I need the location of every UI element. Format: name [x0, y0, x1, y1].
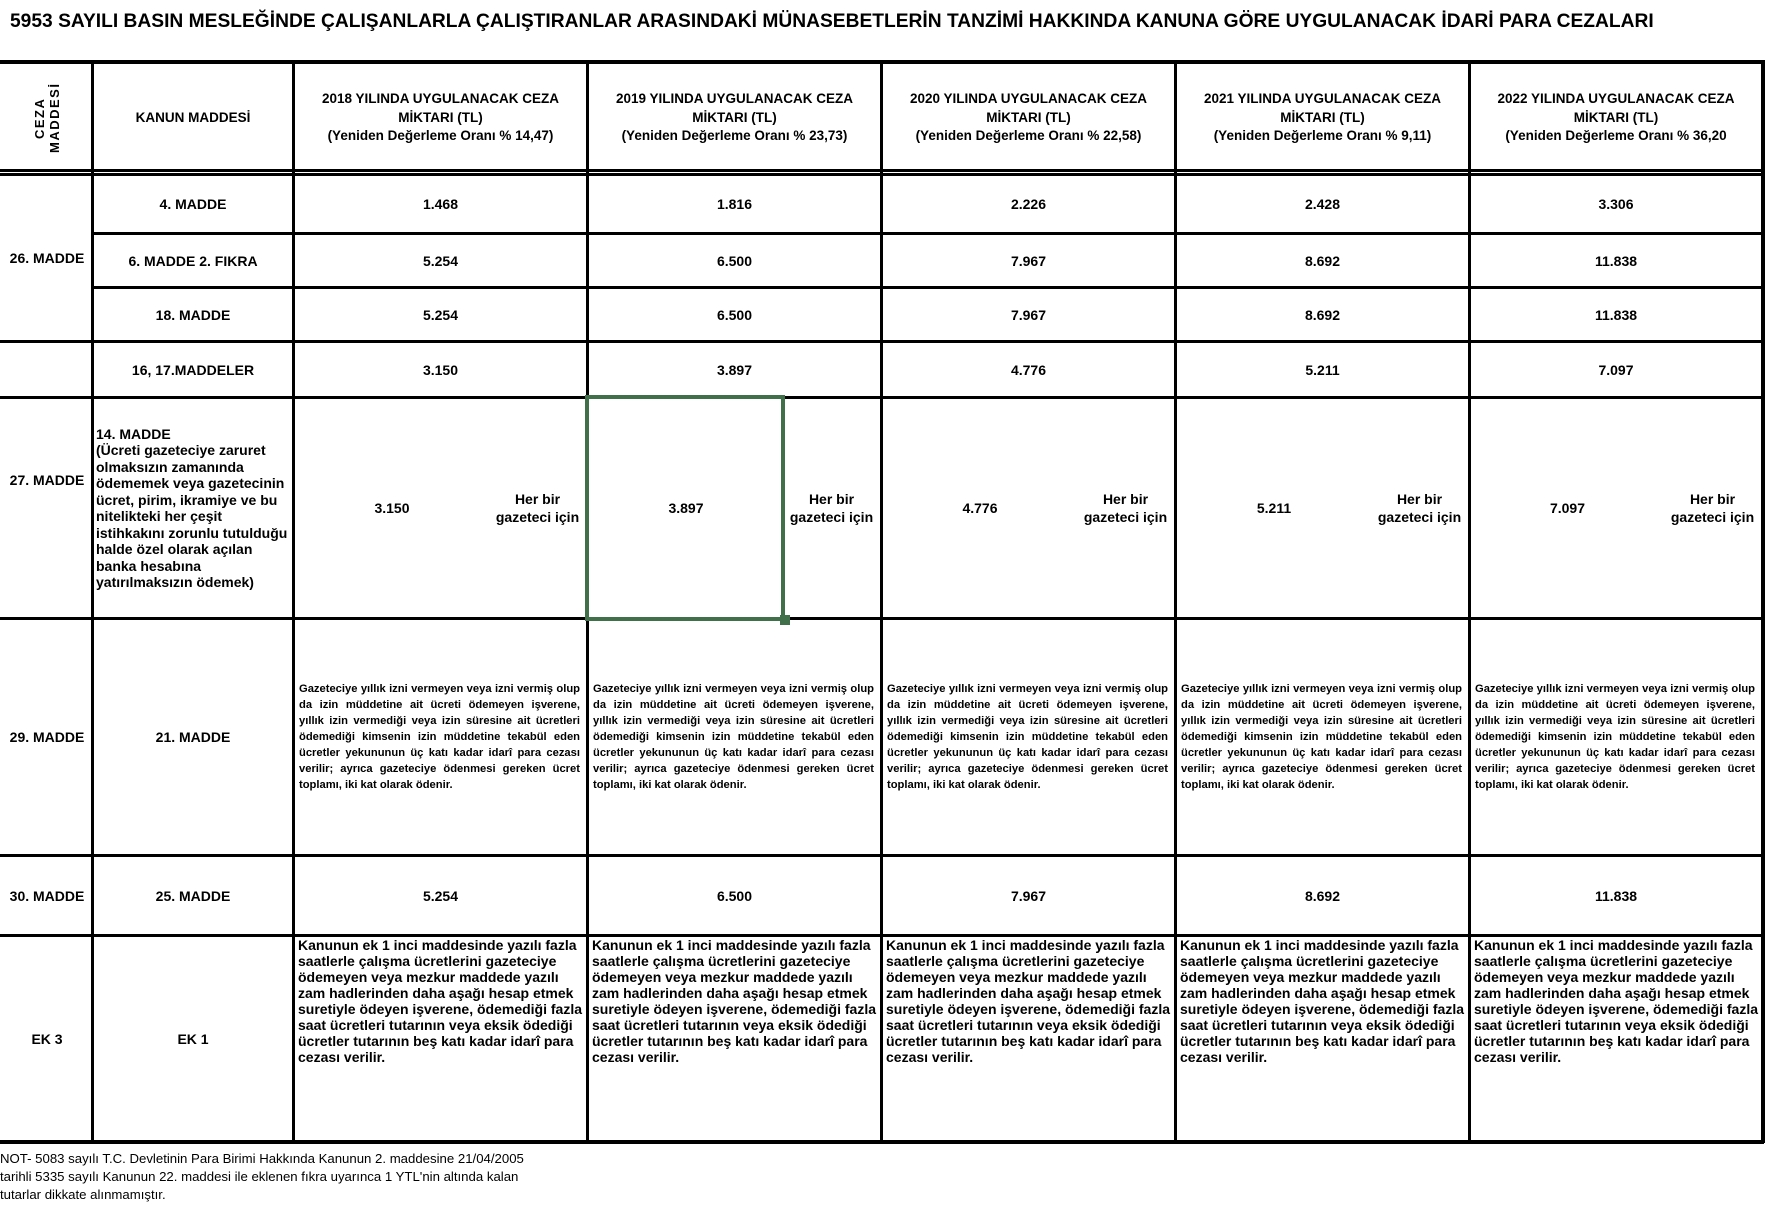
text-cell-ek1-2021-text: Kanunun ek 1 inci maddesinde yazılı fazla saatlerle çalışma ücretlerini gazeteciye ödemeyen veya mezkur maddede yazılı zam hadlerinden daha aşağı hesap etmek suretiyle ödeyen işverene, ödemediği fazla saat ücretleri tutarının veya eksik ödediği ücretler tutarının beş katı kadar idarî para cezası verilir. [1180, 937, 1464, 1065]
header-kanun-maddesi[interactable] [94, 63, 292, 173]
header-kanun-maddesi-text: KANUN MADDESİ [135, 109, 251, 125]
footnote [0, 1150, 600, 1204]
grid-line [91, 232, 1764, 235]
header-line3: (Yeniden Değerleme Oranı % 22,58) [915, 128, 1142, 144]
value-cell-row-1-2021[interactable] [1177, 235, 1468, 286]
kanun-cell-row-3-text: 16, 17.MADDELER [131, 361, 255, 378]
value-cell-row-0-2018[interactable] [295, 176, 586, 232]
value-cell-row-3-2020[interactable] [883, 343, 1174, 396]
value-cell-row-1-2019[interactable] [589, 235, 880, 286]
header-line2: MİKTARI (TL) [398, 109, 483, 125]
text-cell-21-2020[interactable] [883, 620, 1174, 854]
value-cell-row-6-2021[interactable] [1177, 857, 1468, 934]
group-g26-text: 26. MADDE [9, 250, 85, 266]
footnote-line-3: tutarlar dikkate alınmamıştır. [0, 1187, 166, 1202]
kanun-14-desc: (Ücreti gazeteciye zaruret olmaksızın zamanında ödememek veya gazetecinin ücret, pirim, ikramiye ve bu nitelikteki her çeşit istihkakını zorunlu tutulduğu halde özel olarak açılan banka hesabına yatırılmaksızın ödemek) [96, 442, 288, 590]
grid-line [1761, 60, 1765, 1143]
penalty-table [0, 60, 1764, 1142]
value-cell-row-1-2022[interactable] [1471, 235, 1761, 286]
header-ceza-maddesi-text: CEZA MADDESİ [32, 82, 62, 154]
value-cell-row-1-2020[interactable] [883, 235, 1174, 286]
value-cell-row-3-2022-text: 7.097 [1598, 361, 1634, 378]
header-year-label [322, 90, 559, 146]
value-cell-row-1-2018[interactable] [295, 235, 586, 286]
header-line2: MİKTARI (TL) [1280, 109, 1365, 125]
value-cell-row-2-2019[interactable] [589, 289, 880, 340]
per-journalist-note: Her bir gazeteci için [789, 491, 874, 525]
grid-line [292, 60, 295, 1143]
group-g30[interactable] [3, 857, 91, 934]
value-cell-row-2-2022[interactable] [1471, 289, 1761, 340]
value-cell-row-0-2019[interactable] [589, 176, 880, 232]
header-line2: MİKTARI (TL) [692, 109, 777, 125]
value-cell-row-1-2020-text: 7.967 [1010, 252, 1047, 269]
value-cell-row-0-2020[interactable] [883, 176, 1174, 232]
header-line3: (Yeniden Değerleme Oranı % 14,47) [327, 128, 554, 144]
value-cell-row-4-2020-text: 4.776 [962, 500, 998, 516]
value-cell-row-0-2021-text: 2.428 [1304, 196, 1341, 212]
value-cell-row-4-2022-text: 7.097 [1549, 500, 1586, 516]
text-cell-21-2022-text: Gazeteciye yıllık izni vermeyen veya izni vermiş olup da izin müddetine ait ücreti ödemeyen işverene, yıllık izin vermediği veya izin süresine ait ücretleri ödemediği kimsenin izin müddetine tekabül eden ücretler yekununun üç katı kadar idarî para cezası verilir; ayrıca gazeteciye ödenmesi gereken ücret toplamı, iki kat olarak ödenir. [1475, 683, 1755, 791]
value-cell-row-3-2018-text: 3.150 [422, 361, 459, 378]
grid-line [880, 60, 883, 1143]
value-cell-row-1-2022-text: 11.838 [1594, 252, 1638, 269]
header-year-label [616, 90, 853, 146]
value-cell-row-3-2019[interactable] [589, 343, 880, 396]
per-journalist-note: Her bir gazeteci için [495, 491, 580, 525]
text-cell-ek1-2022[interactable] [1471, 937, 1761, 1140]
text-cell-21-2021-text: Gazeteciye yıllık izni vermeyen veya izni vermiş olup da izin müddetine ait ücreti ödemeyen işverene, yıllık izin vermediği veya izin süresine ait ücretleri ödemediği kimsenin izin müddetine tekabül eden ücretler yekununun üç katı kadar idarî para cezası verilir; ayrıca gazeteciye ödenmesi gereken ücret toplamı, iki kat olarak ödenir. [1181, 683, 1462, 791]
value-cell-row-2-2018-text: 5.254 [422, 306, 459, 323]
kanun-cell-row-5[interactable] [94, 620, 292, 854]
header-line2: MİKTARI (TL) [986, 109, 1071, 125]
header-year-2022[interactable] [1471, 63, 1761, 173]
text-cell-21-2019-text: Gazeteciye yıllık izni vermeyen veya izni vermiş olup da izin müddetine ait ücreti ödemeyen işverene, yıllık izin vermediği veya izin süresine ait ücretleri ödemediği kimsenin izin müddetine tekabül eden ücretler yekununun üç katı kadar idarî para cezası verilir; ayrıca gazeteciye ödenmesi gereken ücret toplamı, iki kat olarak ödenir. [593, 683, 874, 791]
header-year-2018[interactable] [295, 63, 586, 173]
kanun-cell-row-5-text: 21. MADDE [155, 729, 231, 745]
header-line1: 2022 YILINDA UYGULANACAK CEZA [1497, 91, 1735, 107]
group-g29[interactable] [3, 620, 91, 854]
value-cell-row-0-2022[interactable] [1471, 176, 1761, 232]
group-g27[interactable] [3, 343, 91, 617]
kanun-14-text [96, 426, 292, 591]
kanun-cell-row-0[interactable] [94, 176, 292, 232]
text-cell-ek1-2020-text: Kanunun ek 1 inci maddesinde yazılı fazla saatlerle çalışma ücretlerini gazeteciye ödemeyen veya mezkur maddede yazılı zam hadlerinden daha aşağı hesap etmek suretiyle ödeyen işverene, ödemediği fazla saat ücretleri tutarının veya eksik ödediği ücretler tutarının beş katı kadar idarî para cezası verilir. [886, 937, 1170, 1065]
text-cell-ek1-2022-text: Kanunun ek 1 inci maddesinde yazılı fazla saatlerle çalışma ücretlerini gazeteciye ödemeyen veya mezkur maddede yazılı zam hadlerinden daha aşağı hesap etmek suretiyle ödeyen işverene, ödemediği fazla saat ücretleri tutarının veya eksik ödediği ücretler tutarının beş katı kadar idarî para cezası verilir. [1474, 937, 1758, 1065]
header-line1: 2020 YILINDA UYGULANACAK CEZA [909, 91, 1148, 107]
header-line3: (Yeniden Değerleme Oranı % 23,73) [621, 128, 848, 144]
text-cell-21-2018[interactable] [295, 620, 586, 854]
header-year-2021[interactable] [1177, 63, 1468, 173]
value-cell-row-6-2019[interactable] [589, 857, 880, 934]
kanun-cell-row-2-text: 18. MADDE [155, 306, 231, 323]
text-cell-ek1-2018-text: Kanunun ek 1 inci maddesinde yazılı fazla saatlerle çalışma ücretlerini gazeteciye ödemeyen veya mezkur maddede yazılı zam hadlerinden daha aşağı hesap etmek suretiyle ödeyen işverene, ödemediği fazla saat ücretleri tutarının veya eksik ödediği ücretler tutarının beş katı kadar idarî para cezası verilir. [298, 937, 582, 1065]
value-cell-row-6-2021-text: 8.692 [1304, 887, 1341, 904]
kanun-cell-row-4[interactable] [94, 399, 292, 617]
text-cell-21-2022[interactable] [1471, 620, 1761, 854]
text-cell-21-2018-text: Gazeteciye yıllık izni vermeyen veya izni vermiş olup da izin müddetine ait ücreti ödemeyen işverene, yıllık izin vermediği veya izin süresine ait ücretleri ödemediği kimsenin izin müddetine tekabül eden ücretler yekununun üç katı kadar idarî para cezası verilir; ayrıca gazeteciye ödenmesi gereken ücret toplamı, iki kat olarak ödenir. [299, 683, 580, 791]
value-cell-row-3-2020-text: 4.776 [1010, 361, 1047, 378]
kanun-cell-row-0-text: 4. MADDE [159, 196, 227, 212]
value-cell-row-1-2019-text: 6.500 [716, 252, 753, 269]
footnote-line-1: NOT- 5083 sayılı T.C. Devletinin Para Birimi Hakkında Kanunun 2. maddesine 21/04/2005 [0, 1151, 524, 1166]
value-cell-row-2-2022-text: 11.838 [1594, 306, 1638, 323]
header-ceza-maddesi[interactable] [3, 63, 91, 173]
active-cell-selection[interactable] [585, 395, 785, 621]
grid-line [91, 286, 1764, 289]
text-cell-21-2020-text: Gazeteciye yıllık izni vermeyen veya izni vermiş olup da izin müddetine ait ücreti ödemeyen işverene, yıllık izin vermediği veya izin süresine ait ücretleri ödemediği kimsenin izin müddetine tekabül eden ücretler yekununun üç katı kadar idarî para cezası verilir; ayrıca gazeteciye ödenmesi gereken ücret toplamı, iki kat olarak ödenir. [887, 683, 1168, 791]
value-cell-row-6-2018-text: 5.254 [422, 887, 459, 904]
per-journalist-note: Her bir gazeteci için [1670, 491, 1755, 525]
group-gek3-text: EK 3 [31, 1030, 63, 1047]
value-cell-row-6-2019-text: 6.500 [716, 887, 753, 904]
header-year-label [1497, 90, 1734, 146]
header-line3: (Yeniden Değerleme Oranı % 9,11) [1213, 128, 1432, 144]
value-cell-row-6-2022[interactable] [1471, 857, 1761, 934]
text-cell-21-2021[interactable] [1177, 620, 1468, 854]
value-cell-row-4-2018[interactable] [295, 399, 489, 617]
text-cell-ek1-2019[interactable] [589, 937, 880, 1140]
header-year-label [1204, 90, 1441, 146]
text-cell-ek1-2021[interactable] [1177, 937, 1468, 1140]
value-cell-row-2-2018[interactable] [295, 289, 586, 340]
value-cell-row-4-2022[interactable] [1471, 399, 1664, 617]
kanun-14-title: 14. MADDE [96, 425, 171, 442]
value-cell-row-4-2021-text: 5.211 [1256, 500, 1292, 516]
group-g26[interactable] [3, 176, 91, 340]
kanun-cell-row-1[interactable] [94, 235, 292, 286]
value-cell-row-3-2018[interactable] [295, 343, 586, 396]
kanun-cell-row-6[interactable] [94, 857, 292, 934]
kanun-cell-row-3[interactable] [94, 343, 292, 396]
value-cell-row-0-2019-text: 1.816 [716, 196, 753, 212]
header-line2: MİKTARI (TL) [1573, 109, 1659, 125]
per-journalist-note: Her bir gazeteci için [1377, 491, 1462, 525]
value-cell-row-0-2020-text: 2.226 [1010, 196, 1047, 212]
value-cell-row-6-2020[interactable] [883, 857, 1174, 934]
value-cell-row-4-2018-text: 3.150 [374, 500, 410, 516]
text-cell-ek1-2018[interactable] [295, 937, 586, 1140]
footnote-line-2: tarihli 5335 sayılı Kanunun 22. maddesi ile eklenen fıkra uyarınca 1 YTL'nin altında kalan [0, 1169, 519, 1184]
value-cell-row-3-2021[interactable] [1177, 343, 1468, 396]
header-year-2019[interactable] [589, 63, 880, 173]
text-cell-ek1-2020[interactable] [883, 937, 1174, 1140]
fill-handle[interactable] [780, 615, 790, 625]
value-cell-row-0-2021[interactable] [1177, 176, 1468, 232]
grid-line [1468, 60, 1471, 1143]
kanun-cell-row-2[interactable] [94, 289, 292, 340]
value-cell-row-2-2021[interactable] [1177, 289, 1468, 340]
header-year-label [910, 90, 1147, 146]
page-title: 5953 SAYILI BASIN MESLEĞİNDE ÇALIŞANLARLA ÇALIŞTIRANLAR ARASINDAKİ MÜNASEBETLERİN TANZİMİ HAKKINDA KANUNA GÖRE UYGULANACAK İDARİ PARA CEZALARI [10, 10, 1654, 32]
value-cell-row-3-2019-text: 3.897 [716, 361, 753, 378]
value-cell-row-4-2021[interactable] [1177, 399, 1371, 617]
value-cell-row-4-2019-text: 3.897 [668, 500, 704, 516]
kanun-cell-row-7-text: EK 1 [177, 1030, 209, 1047]
value-cell-row-4-2020[interactable] [883, 399, 1077, 617]
header-line1: 2019 YILINDA UYGULANACAK CEZA [615, 91, 854, 107]
value-cell-row-2-2019-text: 6.500 [716, 306, 753, 323]
kanun-cell-row-7[interactable] [94, 937, 292, 1140]
grid-line [1174, 60, 1177, 1143]
value-cell-row-1-2018-text: 5.254 [422, 252, 459, 269]
header-year-2020[interactable] [883, 63, 1174, 173]
value-cell-row-1-2021-text: 8.692 [1304, 252, 1341, 269]
kanun-cell-row-6-text: 25. MADDE [155, 887, 231, 904]
header-line1: 2018 YILINDA UYGULANACAK CEZA [321, 91, 560, 107]
value-cell-row-2-2020[interactable] [883, 289, 1174, 340]
group-g30-text: 30. MADDE [9, 887, 85, 904]
group-g27-text: 27. MADDE [9, 472, 85, 488]
header-line1: 2021 YILINDA UYGULANACAK CEZA [1203, 91, 1442, 107]
value-cell-row-0-2018-text: 1.468 [422, 196, 459, 212]
value-cell-row-3-2021-text: 5.211 [1305, 361, 1340, 378]
kanun-cell-row-1-text: 6. MADDE 2. FIKRA [128, 252, 258, 269]
value-cell-row-2-2021-text: 8.692 [1304, 306, 1341, 323]
text-cell-ek1-2019-text: Kanunun ek 1 inci maddesinde yazılı fazla saatlerle çalışma ücretlerini gazeteciye ödemeyen veya mezkur maddede yazılı zam hadlerinden daha aşağı hesap etmek suretiyle ödeyen işverene, ödemediği fazla saat ücretleri tutarının veya eksik ödediği ücretler tutarının beş katı kadar idarî para cezası verilir. [592, 937, 876, 1065]
value-cell-row-6-2020-text: 7.967 [1010, 887, 1047, 904]
header-line3: (Yeniden Değerleme Oranı % 36,20 [1505, 128, 1727, 144]
group-gek3[interactable] [3, 937, 91, 1140]
text-cell-21-2019[interactable] [589, 620, 880, 854]
value-cell-row-3-2022[interactable] [1471, 343, 1761, 396]
value-cell-row-0-2022-text: 3.306 [1598, 196, 1634, 212]
group-g29-text: 29. MADDE [9, 729, 85, 745]
grid-line [91, 60, 94, 1143]
per-journalist-note: Her bir gazeteci için [1083, 491, 1168, 525]
value-cell-row-2-2020-text: 7.967 [1010, 306, 1047, 323]
value-cell-row-6-2022-text: 11.838 [1594, 887, 1638, 904]
value-cell-row-6-2018[interactable] [295, 857, 586, 934]
